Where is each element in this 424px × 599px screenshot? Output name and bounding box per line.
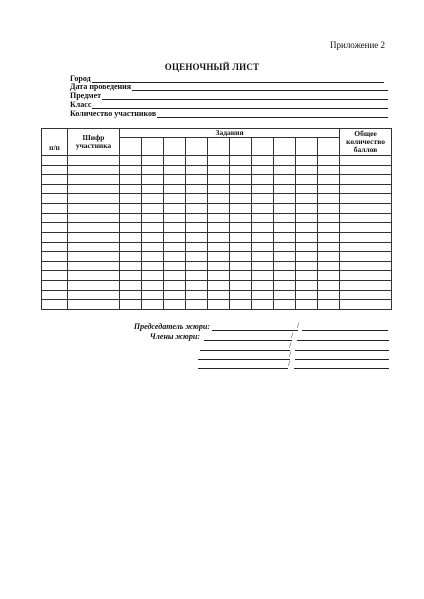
field-class-label: Класс (70, 100, 92, 109)
table-cell[interactable] (318, 175, 340, 185)
table-cell[interactable] (274, 175, 296, 185)
table-cell[interactable] (318, 242, 340, 252)
table-cell[interactable] (186, 300, 208, 310)
table-cell[interactable] (142, 252, 164, 262)
table-cell[interactable] (340, 252, 392, 262)
task-header-cell (208, 138, 230, 156)
table-cell[interactable] (68, 261, 120, 271)
table-cell[interactable] (318, 156, 340, 166)
table-cell[interactable] (120, 261, 142, 271)
table-cell[interactable] (340, 194, 392, 204)
table-cell[interactable] (208, 165, 230, 175)
table-cell[interactable] (142, 232, 164, 242)
table-cell[interactable] (340, 184, 392, 194)
table-cell[interactable] (42, 261, 68, 271)
table-cell[interactable] (274, 232, 296, 242)
table-cell[interactable] (42, 194, 68, 204)
table-cell[interactable] (318, 194, 340, 204)
table-cell[interactable] (120, 184, 142, 194)
table-cell[interactable] (318, 300, 340, 310)
table-cell[interactable] (340, 165, 392, 175)
table-cell[interactable] (230, 165, 252, 175)
table-cell[interactable] (274, 194, 296, 204)
appendix-label: Приложение 2 (330, 40, 386, 50)
table-cell[interactable] (340, 213, 392, 223)
task-header-cell (252, 138, 274, 156)
table-cell[interactable] (120, 280, 142, 290)
table-cell[interactable] (208, 242, 230, 252)
table-cell[interactable] (164, 184, 186, 194)
table-cell[interactable] (164, 300, 186, 310)
table-cell[interactable] (340, 280, 392, 290)
table-cell[interactable] (230, 223, 252, 233)
table-cell[interactable] (340, 232, 392, 242)
member-3-slash: / (289, 350, 292, 359)
table-cell[interactable] (120, 232, 142, 242)
table-cell[interactable] (340, 175, 392, 185)
table-cell[interactable] (318, 184, 340, 194)
table-cell[interactable] (230, 232, 252, 242)
table-cell[interactable] (42, 232, 68, 242)
score-table (41, 128, 392, 310)
table-row (42, 165, 392, 175)
table-row (42, 300, 392, 310)
table-cell[interactable] (230, 156, 252, 166)
table-cell[interactable] (120, 242, 142, 252)
table-cell[interactable] (186, 175, 208, 185)
field-subject-label: Предмет (70, 91, 102, 100)
table-cell[interactable] (142, 184, 164, 194)
table-cell[interactable] (186, 261, 208, 271)
table-row (42, 232, 392, 242)
table-cell[interactable] (142, 213, 164, 223)
task-header-cell (296, 138, 318, 156)
table-cell[interactable] (208, 194, 230, 204)
member-3-name-line (198, 359, 290, 360)
table-cell[interactable] (230, 242, 252, 252)
table-cell[interactable] (186, 271, 208, 281)
table-cell[interactable] (42, 290, 68, 300)
table-cell[interactable] (274, 271, 296, 281)
table-cell[interactable] (120, 300, 142, 310)
table-cell[interactable] (42, 252, 68, 262)
task-header-cell (120, 138, 142, 156)
table-cell[interactable] (164, 165, 186, 175)
table-cell[interactable] (42, 204, 68, 214)
field-participants-label: Количество участников (70, 109, 157, 118)
table-cell[interactable] (252, 156, 274, 166)
table-cell[interactable] (274, 184, 296, 194)
table-row (42, 204, 392, 214)
table-cell[interactable] (142, 165, 164, 175)
table-row (42, 242, 392, 252)
table-cell[interactable] (340, 300, 392, 310)
table-cell[interactable] (42, 271, 68, 281)
table-cell[interactable] (42, 165, 68, 175)
table-cell[interactable] (296, 213, 318, 223)
table-cell[interactable] (340, 242, 392, 252)
table-cell[interactable] (68, 204, 120, 214)
table-cell[interactable] (42, 242, 68, 252)
table-cell[interactable] (318, 290, 340, 300)
table-cell[interactable] (208, 300, 230, 310)
table-cell[interactable] (186, 156, 208, 166)
table-cell[interactable] (120, 252, 142, 262)
table-cell[interactable] (68, 156, 120, 166)
table-cell[interactable] (318, 232, 340, 242)
table-cell[interactable] (274, 204, 296, 214)
table-cell[interactable] (274, 290, 296, 300)
header-number: п/п (42, 129, 68, 156)
table-cell[interactable] (68, 252, 120, 262)
field-date-label: Дата проведения (70, 82, 132, 91)
table-cell[interactable] (208, 280, 230, 290)
table-cell[interactable] (296, 252, 318, 262)
table-cell[interactable] (164, 232, 186, 242)
table-cell[interactable] (164, 204, 186, 214)
table-cell[interactable] (274, 280, 296, 290)
table-row (42, 252, 392, 262)
table-cell[interactable] (296, 242, 318, 252)
member-2-name-line (200, 350, 290, 351)
table-cell[interactable] (186, 232, 208, 242)
table-cell[interactable] (186, 165, 208, 175)
table-cell[interactable] (296, 165, 318, 175)
table-row (42, 175, 392, 185)
table-cell[interactable] (296, 204, 318, 214)
table-row (42, 194, 392, 204)
member-3-signature-line (295, 359, 389, 360)
table-cell[interactable] (252, 232, 274, 242)
task-header-cell (186, 138, 208, 156)
member-1-name-line (204, 340, 292, 341)
table-cell[interactable] (68, 223, 120, 233)
table-cell[interactable] (68, 290, 120, 300)
table-cell[interactable] (186, 223, 208, 233)
table-cell[interactable] (296, 280, 318, 290)
table-cell[interactable] (68, 232, 120, 242)
table-cell[interactable] (296, 194, 318, 204)
header-code: Шифр участника (68, 129, 120, 156)
table-cell[interactable] (68, 175, 120, 185)
table-cell[interactable] (142, 175, 164, 185)
table-cell[interactable] (120, 290, 142, 300)
table-cell[interactable] (42, 300, 68, 310)
member-2-slash: / (289, 341, 292, 350)
member-1-signature-line (297, 340, 389, 341)
table-cell[interactable] (186, 290, 208, 300)
table-cell[interactable] (318, 223, 340, 233)
table-cell[interactable] (274, 213, 296, 223)
table-cell[interactable] (318, 280, 340, 290)
table-cell[interactable] (318, 271, 340, 281)
table-cell[interactable] (186, 184, 208, 194)
table-cell[interactable] (208, 184, 230, 194)
table-cell[interactable] (230, 271, 252, 281)
table-cell[interactable] (164, 252, 186, 262)
table-cell[interactable] (142, 223, 164, 233)
table-row (42, 184, 392, 194)
table-cell[interactable] (296, 223, 318, 233)
table-cell[interactable] (186, 252, 208, 262)
table-cell[interactable] (340, 261, 392, 271)
page-title: ОЦЕНОЧНЫЙ ЛИСТ (164, 62, 260, 72)
table-cell[interactable] (274, 165, 296, 175)
table-cell[interactable] (252, 261, 274, 271)
table-cell[interactable] (274, 261, 296, 271)
table-cell[interactable] (186, 213, 208, 223)
table-cell[interactable] (296, 271, 318, 281)
table-cell[interactable] (164, 175, 186, 185)
member-2-signature-line (295, 350, 389, 351)
table-cell[interactable] (318, 261, 340, 271)
table-cell[interactable] (208, 261, 230, 271)
table-cell[interactable] (340, 156, 392, 166)
table-cell[interactable] (142, 261, 164, 271)
table-cell[interactable] (230, 252, 252, 262)
table-cell[interactable] (296, 156, 318, 166)
table-cell[interactable] (142, 204, 164, 214)
table-cell[interactable] (296, 261, 318, 271)
members-label: Члены жюри: (149, 332, 200, 341)
table-cell[interactable] (252, 300, 274, 310)
table-row (42, 213, 392, 223)
table-cell[interactable] (274, 300, 296, 310)
member-1-slash: / (291, 331, 294, 340)
table-cell[interactable] (274, 156, 296, 166)
table-cell[interactable] (120, 223, 142, 233)
table-cell[interactable] (252, 252, 274, 262)
table-cell[interactable] (42, 223, 68, 233)
table-cell[interactable] (42, 280, 68, 290)
table-cell[interactable] (164, 213, 186, 223)
table-cell[interactable] (120, 213, 142, 223)
table-cell[interactable] (120, 165, 142, 175)
chairman-signature-line (302, 330, 388, 331)
table-cell[interactable] (252, 194, 274, 204)
table-cell[interactable] (296, 232, 318, 242)
table-cell[interactable] (230, 290, 252, 300)
table-row (42, 290, 392, 300)
table-cell[interactable] (230, 300, 252, 310)
table-cell[interactable] (252, 175, 274, 185)
table-cell[interactable] (164, 223, 186, 233)
table-cell[interactable] (208, 232, 230, 242)
chairman-slash: / (297, 321, 300, 330)
table-cell[interactable] (230, 184, 252, 194)
table-cell[interactable] (142, 156, 164, 166)
table-cell[interactable] (208, 156, 230, 166)
table-cell[interactable] (68, 165, 120, 175)
table-cell[interactable] (340, 223, 392, 233)
table-cell[interactable] (208, 213, 230, 223)
table-cell[interactable] (208, 271, 230, 281)
table-cell[interactable] (230, 261, 252, 271)
member-4-name-line (198, 368, 288, 369)
table-cell[interactable] (318, 165, 340, 175)
header-total: Общее количество баллов (340, 129, 392, 156)
table-cell[interactable] (164, 280, 186, 290)
table-cell[interactable] (142, 290, 164, 300)
task-header-cell (164, 138, 186, 156)
table-cell[interactable] (142, 194, 164, 204)
table-cell[interactable] (274, 242, 296, 252)
table-row (42, 156, 392, 166)
table-cell[interactable] (252, 290, 274, 300)
table-cell[interactable] (230, 194, 252, 204)
table-row (42, 223, 392, 233)
table-cell[interactable] (120, 271, 142, 281)
table-cell[interactable] (186, 194, 208, 204)
table-cell[interactable] (142, 242, 164, 252)
table-cell[interactable] (252, 184, 274, 194)
table-cell[interactable] (208, 223, 230, 233)
table-cell[interactable] (164, 194, 186, 204)
table-cell[interactable] (120, 194, 142, 204)
task-header-cell (318, 138, 340, 156)
table-cell[interactable] (252, 280, 274, 290)
table-cell[interactable] (68, 184, 120, 194)
table-cell[interactable] (230, 175, 252, 185)
table-cell[interactable] (164, 271, 186, 281)
table-cell[interactable] (252, 223, 274, 233)
table-cell[interactable] (164, 242, 186, 252)
table-cell[interactable] (318, 213, 340, 223)
chairman-label: Председатель жюри: (133, 322, 210, 331)
table-cell[interactable] (68, 213, 120, 223)
table-cell[interactable] (274, 223, 296, 233)
table-cell[interactable] (142, 271, 164, 281)
table-cell[interactable] (208, 252, 230, 262)
table-cell[interactable] (230, 280, 252, 290)
member-4-signature-line (294, 368, 389, 369)
header-tasks: Задания (120, 129, 340, 138)
table-cell[interactable] (340, 204, 392, 214)
field-participants (70, 107, 388, 118)
member-4-slash: / (288, 359, 291, 368)
field-participants-line (157, 109, 388, 118)
table-cell[interactable] (230, 213, 252, 223)
task-header-cell (142, 138, 164, 156)
table-cell[interactable] (42, 213, 68, 223)
table-cell[interactable] (42, 156, 68, 166)
table-cell[interactable] (274, 252, 296, 262)
table-cell[interactable] (68, 300, 120, 310)
table-cell[interactable] (296, 184, 318, 194)
table-cell[interactable] (318, 252, 340, 262)
table-cell[interactable] (296, 175, 318, 185)
table-cell[interactable] (68, 194, 120, 204)
table-cell[interactable] (186, 280, 208, 290)
table-cell[interactable] (120, 156, 142, 166)
table-cell[interactable] (340, 271, 392, 281)
table-cell[interactable] (164, 290, 186, 300)
table-cell[interactable] (42, 175, 68, 185)
table-cell[interactable] (120, 175, 142, 185)
table-cell[interactable] (186, 204, 208, 214)
chairman-name-line (212, 330, 298, 331)
table-cell[interactable] (42, 184, 68, 194)
task-header-cell (230, 138, 252, 156)
table-cell[interactable] (340, 290, 392, 300)
table-cell[interactable] (68, 271, 120, 281)
table-cell[interactable] (164, 156, 186, 166)
table-cell[interactable] (208, 175, 230, 185)
field-city-label: Город (70, 74, 91, 83)
table-cell[interactable] (208, 204, 230, 214)
table-row (42, 280, 392, 290)
table-cell[interactable] (186, 242, 208, 252)
table-cell[interactable] (252, 213, 274, 223)
table-cell[interactable] (252, 242, 274, 252)
table-cell[interactable] (68, 242, 120, 252)
table-cell[interactable] (318, 204, 340, 214)
task-header-cell (274, 138, 296, 156)
table-cell[interactable] (230, 204, 252, 214)
table-cell[interactable] (208, 290, 230, 300)
table-row (42, 271, 392, 281)
table-row (42, 261, 392, 271)
table-cell[interactable] (142, 280, 164, 290)
table-cell[interactable] (252, 204, 274, 214)
table-cell[interactable] (252, 271, 274, 281)
table-cell[interactable] (252, 165, 274, 175)
table-cell[interactable] (142, 300, 164, 310)
table-cell[interactable] (164, 261, 186, 271)
table-cell[interactable] (296, 300, 318, 310)
table-cell[interactable] (120, 204, 142, 214)
table-cell[interactable] (296, 290, 318, 300)
table-cell[interactable] (68, 280, 120, 290)
